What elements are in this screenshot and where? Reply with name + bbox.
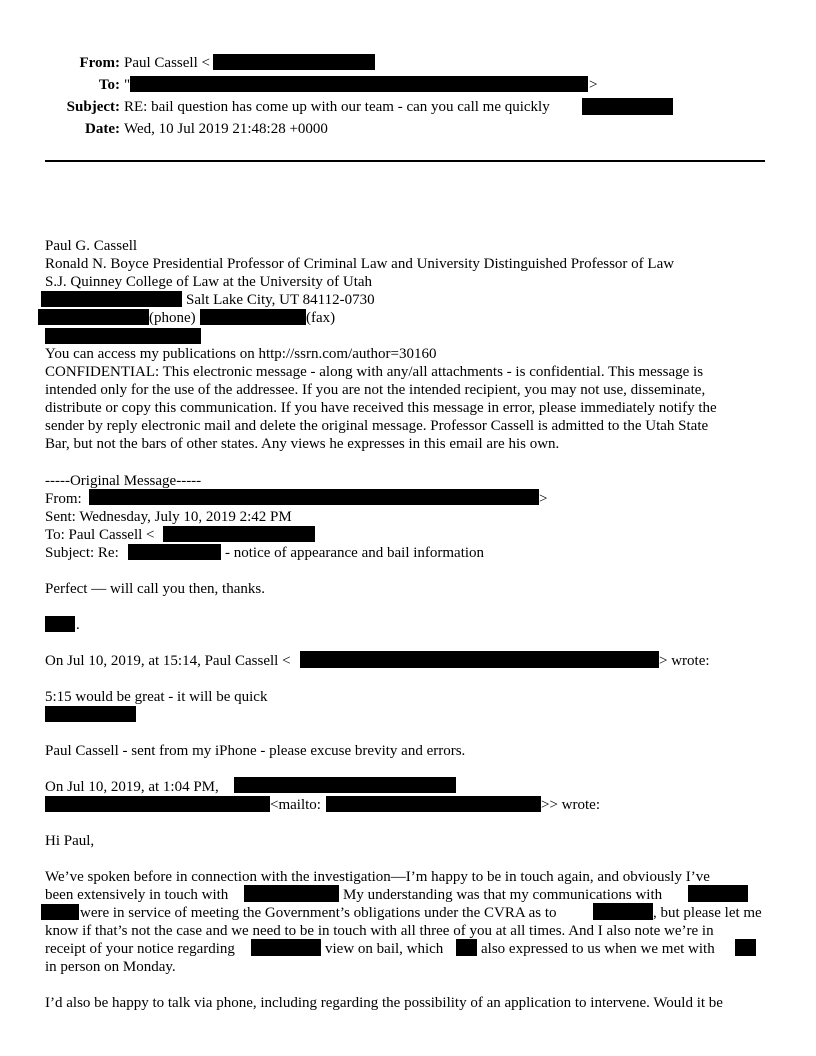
confidential-line: distribute or copy this communication. If you have received this message in error, please immediately notify the (45, 400, 717, 416)
paragraph-line: been extensively in touch with (45, 887, 229, 903)
confidential-line: sender by reply electronic mail and delete the original message. Professor Cassell is admitted to the Utah State (45, 418, 709, 434)
redaction (45, 796, 270, 812)
paragraph-line: I’d also be happy to talk via phone, including regarding the possibility of an application to intervene. Would it be (45, 995, 723, 1011)
redaction (582, 98, 673, 115)
paragraph-line: , but please let me (653, 905, 762, 921)
date-label: Date: (85, 121, 120, 137)
quoted-header-2: On Jul 10, 2019, at 1:04 PM, (45, 779, 219, 795)
to-value: " (124, 77, 131, 93)
subject-value: RE: bail question has come up with our team - can you call me quickly (124, 99, 550, 115)
from-label: From: (79, 55, 120, 71)
paragraph-line: receipt of your notice regarding (45, 941, 235, 957)
paragraph-line: in person on Monday. (45, 959, 176, 975)
paragraph-line: also expressed to us when we met with (481, 941, 715, 957)
signature-name: Paul G. Cassell (45, 238, 138, 254)
header-divider (45, 160, 765, 162)
date-value: Wed, 10 Jul 2019 21:48:28 +0000 (124, 121, 328, 137)
redaction (45, 328, 201, 344)
paragraph-line: We’ve spoken before in connection with the investigation—I’m happy to be in touch again, and obviously I’ve (45, 869, 710, 885)
original-divider: -----Original Message----- (45, 473, 202, 489)
redaction (130, 76, 588, 92)
redaction (128, 544, 221, 560)
redaction (456, 939, 477, 956)
redaction (38, 309, 149, 325)
redaction (213, 54, 375, 70)
redaction (251, 939, 321, 956)
confidential-line: CONFIDENTIAL: This electronic message - along with any/all attachments - is confidential. This message is (45, 364, 704, 380)
original-from-close: > (539, 491, 548, 507)
redaction (300, 651, 659, 668)
redaction (41, 291, 182, 307)
confidential-line: Bar, but not the bars of other states. Any views he expresses in this email are his own. (45, 436, 560, 452)
redaction (41, 904, 79, 920)
signature-publications: You can access my publications on http://ssrn.com/author=30160 (45, 346, 437, 362)
signature-title: Ronald N. Boyce Presidential Professor of Criminal Law and University Distinguished Professor of Law (45, 256, 675, 272)
subject-label: Subject: (66, 99, 120, 115)
redaction (89, 489, 539, 505)
signature-fax-label: (fax) (306, 310, 336, 326)
signature-city: Salt Lake City, UT 84112-0730 (186, 292, 375, 308)
original-sent: Sent: Wednesday, July 10, 2019 2:42 PM (45, 509, 292, 525)
redaction (688, 885, 748, 902)
body-period: . (76, 617, 80, 633)
original-to: To: Paul Cassell < (45, 527, 155, 543)
redaction (735, 939, 756, 956)
to-label: To: (98, 77, 120, 93)
mailto-label: <mailto: (270, 797, 321, 813)
signature-phone-label: (phone) (149, 310, 196, 326)
confidential-line: intended only for the use of the addressee. If you are not the intended recipient, you may not use, disseminate, (45, 382, 706, 398)
original-subject-rest: - notice of appearance and bail information (225, 545, 485, 561)
paragraph-line: were in service of meeting the Government’s obligations under the CVRA as to (80, 905, 557, 921)
from-value: Paul Cassell < (124, 55, 210, 71)
redaction (593, 903, 653, 920)
signature-school: S.J. Quinney College of Law at the University of Utah (45, 274, 373, 290)
redaction (163, 526, 315, 542)
quoted-header-2-end: >> wrote: (541, 797, 600, 813)
redaction (200, 309, 306, 325)
paragraph-line: view on bail, which (325, 941, 444, 957)
original-from-label: From: (45, 491, 82, 507)
body-quick: 5:15 would be great - it will be quick (45, 689, 268, 705)
redaction (326, 796, 541, 812)
to-close: > (589, 77, 598, 93)
paragraph-line: My understanding was that my communications with (343, 887, 663, 903)
paragraph-line: know if that’s not the case and we need to be in touch with all three of you at all times. And I also note we’re in (45, 923, 714, 939)
redaction (45, 616, 75, 632)
body-perfect: Perfect — will call you then, thanks. (45, 581, 265, 597)
body-sent-from: Paul Cassell - sent from my iPhone - please excuse brevity and errors. (45, 743, 466, 759)
redaction (244, 885, 339, 902)
redaction (45, 706, 136, 722)
redaction (234, 777, 456, 793)
quoted-header-1: On Jul 10, 2019, at 15:14, Paul Cassell < (45, 653, 291, 669)
body-greeting: Hi Paul, (45, 833, 95, 849)
original-subject-label: Subject: Re: (45, 545, 119, 561)
quoted-header-1-end: > wrote: (659, 653, 710, 669)
